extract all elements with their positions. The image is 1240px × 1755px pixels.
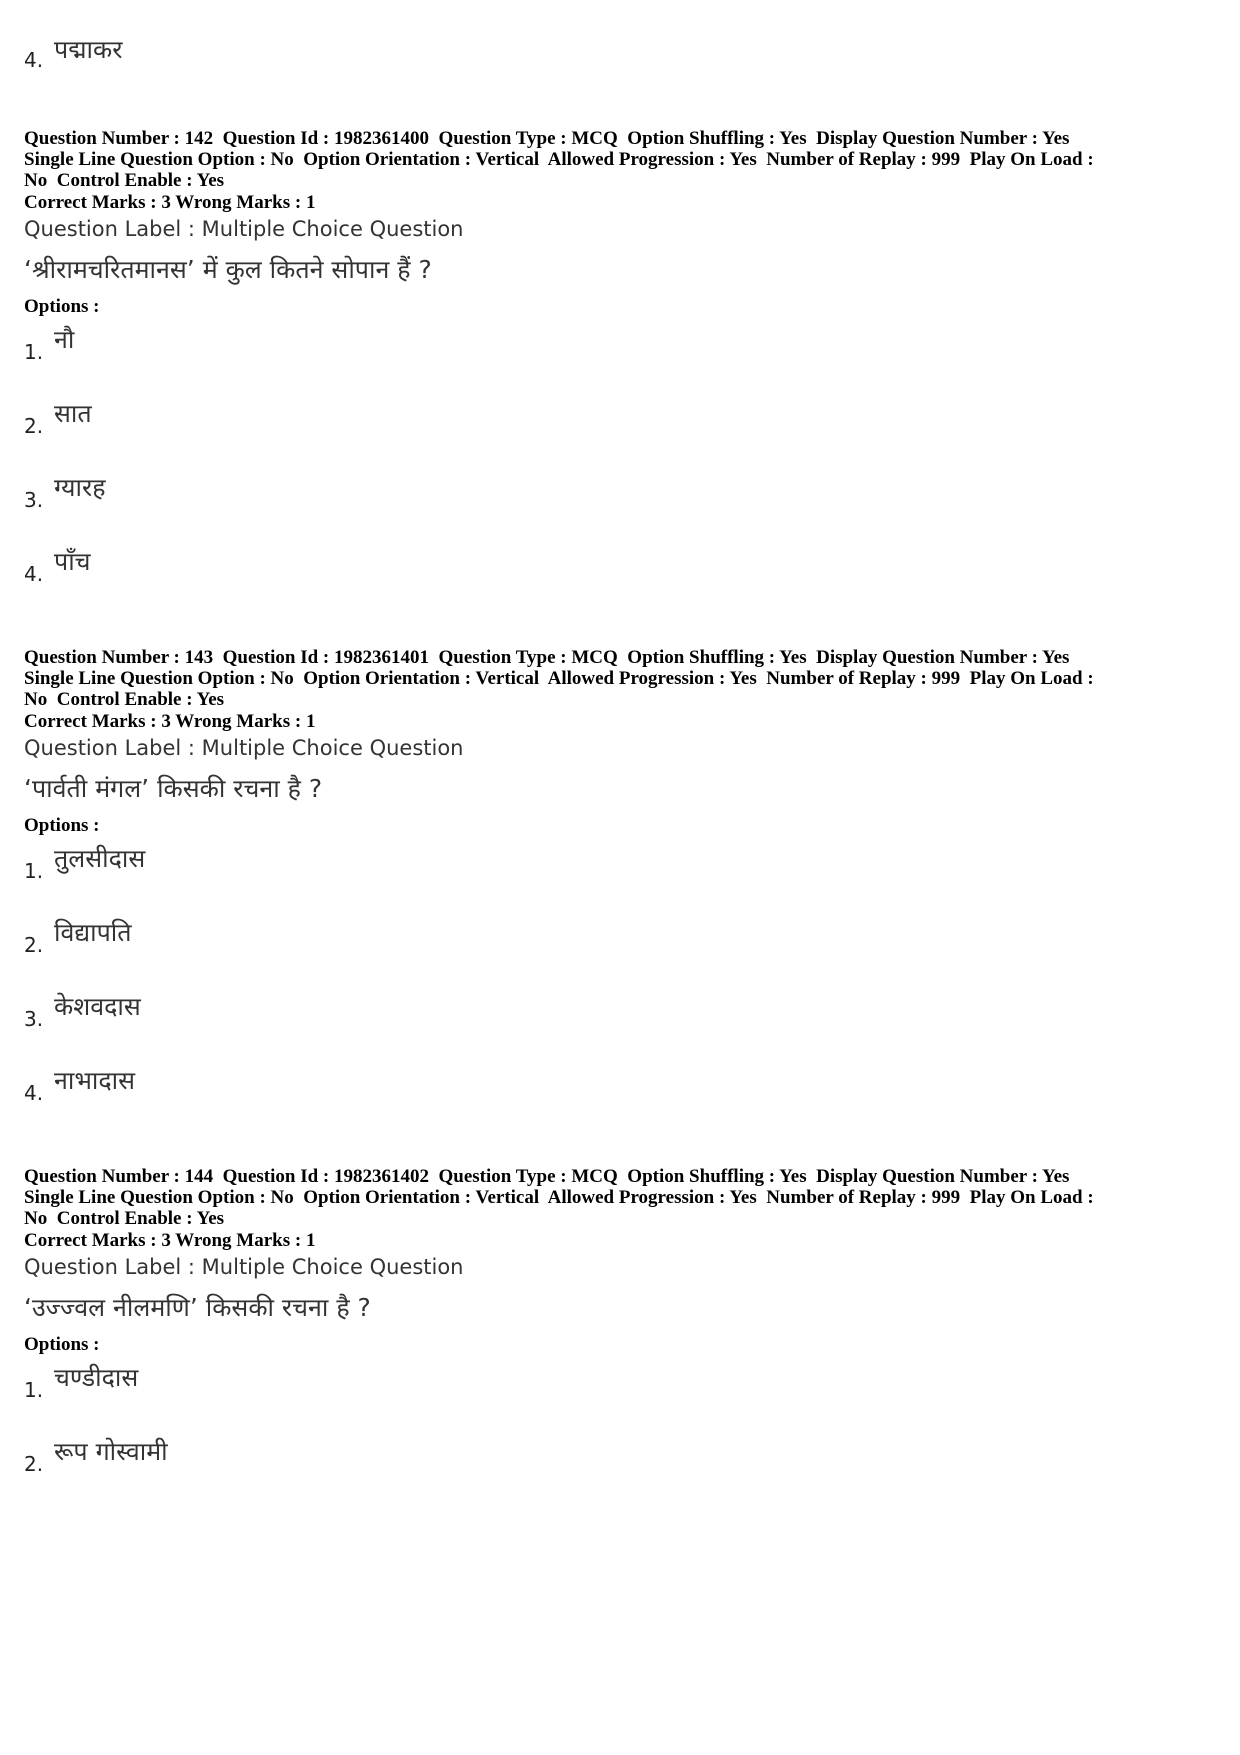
option-number: 4. xyxy=(24,1081,44,1105)
option-text: पद्माकर xyxy=(54,35,123,64)
option-text: चण्डीदास xyxy=(54,1363,139,1392)
option-number: 2. xyxy=(24,933,44,957)
option-item[interactable] xyxy=(24,544,624,604)
options-heading: Options : xyxy=(24,296,100,317)
option-item[interactable] xyxy=(24,989,624,1049)
option-item[interactable] xyxy=(24,841,624,901)
option-text: नाभादास xyxy=(54,1066,136,1095)
option-text: रूप गोस्वामी xyxy=(54,1437,168,1466)
option-number: 2. xyxy=(24,1452,44,1476)
question-label: Question Label : Multiple Choice Question xyxy=(24,736,464,760)
options-heading: Options : xyxy=(24,815,100,836)
question-marks: Correct Marks : 3 Wrong Marks : 1 xyxy=(24,711,316,732)
option-item[interactable] xyxy=(24,322,624,382)
option-item[interactable] xyxy=(24,396,624,456)
option-number: 3. xyxy=(24,1007,44,1031)
option-item xyxy=(24,32,624,92)
option-number: 1. xyxy=(24,340,44,364)
question-text: ‘पार्वती मंगल’ किसकी रचना है ? xyxy=(24,774,323,803)
option-text: केशवदास xyxy=(54,992,141,1021)
option-number: 4. xyxy=(24,562,44,586)
question-marks: Correct Marks : 3 Wrong Marks : 1 xyxy=(24,192,316,213)
question-meta: Question Number : 143 Question Id : 1982361401 Question Type : MCQ Option Shuffling : Yes Display Question Number : Yes Single Line Question Option : No Option Orientation : Vertical Allowed Progression : Yes Number of Replay : 999 Play On Load : No Control Enable : Yes xyxy=(24,647,1094,710)
option-text: तुलसीदास xyxy=(54,844,146,873)
option-number: 3. xyxy=(24,488,44,512)
option-item[interactable] xyxy=(24,470,624,530)
question-meta: Question Number : 142 Question Id : 1982361400 Question Type : MCQ Option Shuffling : Yes Display Question Number : Yes Single Line Question Option : No Option Orientation : Vertical Allowed Progression : Yes Number of Replay : 999 Play On Load : No Control Enable : Yes xyxy=(24,128,1094,191)
option-item[interactable] xyxy=(24,915,624,975)
options-heading: Options : xyxy=(24,1334,100,1355)
option-item[interactable] xyxy=(24,1434,624,1494)
option-text: पाँच xyxy=(54,547,91,576)
option-item[interactable] xyxy=(24,1360,624,1420)
option-text: नौ xyxy=(54,325,75,354)
option-text: विद्यापति xyxy=(54,918,132,947)
option-number: 1. xyxy=(24,1378,44,1402)
option-number: 4. xyxy=(24,48,44,72)
question-text: ‘श्रीरामचरितमानस’ में कुल कितने सोपान हैं ? xyxy=(24,255,432,284)
question-meta: Question Number : 144 Question Id : 1982361402 Question Type : MCQ Option Shuffling : Yes Display Question Number : Yes Single Line Question Option : No Option Orientation : Vertical Allowed Progression : Yes Number of Replay : 999 Play On Load : No Control Enable : Yes xyxy=(24,1166,1094,1229)
option-item[interactable] xyxy=(24,1063,624,1123)
question-label: Question Label : Multiple Choice Question xyxy=(24,217,464,241)
question-marks: Correct Marks : 3 Wrong Marks : 1 xyxy=(24,1230,316,1251)
option-number: 1. xyxy=(24,859,44,883)
question-label: Question Label : Multiple Choice Question xyxy=(24,1255,464,1279)
option-text: ग्यारह xyxy=(54,473,106,502)
option-text: सात xyxy=(54,399,92,428)
question-text: ‘उज्ज्वल नीलमणि’ किसकी रचना है ? xyxy=(24,1293,371,1322)
option-number: 2. xyxy=(24,414,44,438)
